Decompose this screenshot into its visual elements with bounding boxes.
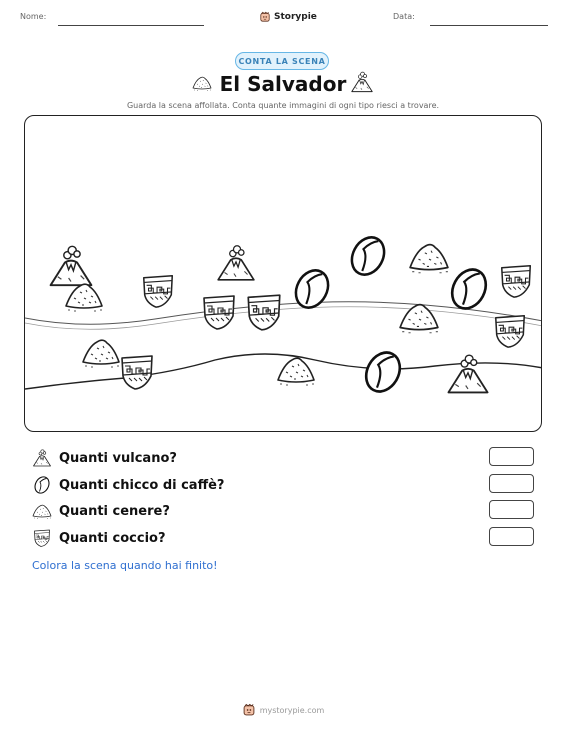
- question-text: Quanti coccio?: [59, 530, 166, 546]
- answer-box-ash[interactable]: [489, 500, 534, 519]
- pottery-shard[interactable]: [122, 356, 152, 389]
- date-label: Data:: [393, 12, 415, 21]
- brand-logo: [259, 11, 317, 23]
- question-shard: [32, 527, 166, 549]
- question-ash: [32, 500, 170, 522]
- volcano[interactable]: [448, 355, 487, 392]
- answer-box-volcano[interactable]: [489, 447, 534, 466]
- date-line: [430, 25, 548, 26]
- name-label: Nome:: [20, 12, 47, 21]
- coffee-bean[interactable]: [346, 232, 391, 281]
- volcano-icon: [350, 70, 374, 94]
- coffee-bean[interactable]: [360, 347, 407, 398]
- coloring-note: Colora la scena quando hai finito!: [32, 559, 218, 572]
- page-title: El Salvador: [219, 72, 347, 96]
- ash-pile[interactable]: [66, 284, 102, 311]
- question-text: Quanti vulcano?: [59, 450, 177, 466]
- storypie-logo-icon: [259, 11, 271, 23]
- answer-box-coffee-bean[interactable]: [489, 474, 534, 493]
- question-text: Quanti chicco di caffè?: [59, 477, 225, 493]
- question-coffee-bean: [32, 474, 224, 496]
- instructions: Guarda la scena affollata. Conta quante immagini di ogni tipo riesci a trovare.: [126, 101, 440, 110]
- coffee-bean[interactable]: [446, 264, 493, 315]
- coffee-bean-icon: [32, 475, 52, 495]
- pottery-shard[interactable]: [248, 295, 280, 330]
- pottery-shard[interactable]: [502, 266, 531, 297]
- ash-pile[interactable]: [410, 245, 448, 273]
- name-line: [58, 25, 204, 26]
- footer: [0, 703, 566, 717]
- pottery-shard[interactable]: [204, 296, 234, 329]
- answer-box-shard[interactable]: [489, 527, 534, 546]
- pottery-shard-icon: [32, 528, 52, 548]
- coffee-bean[interactable]: [290, 265, 335, 314]
- brand-name: Storypie: [274, 12, 317, 22]
- pottery-shard[interactable]: [496, 316, 525, 347]
- volcano[interactable]: [51, 246, 92, 285]
- footer-url[interactable]: mystorypie.com: [259, 705, 325, 715]
- ash-pile[interactable]: [83, 340, 119, 367]
- scene-badge: CONTA LA SCENA: [235, 52, 329, 70]
- ash-pile[interactable]: [278, 358, 314, 385]
- question-text: Quanti cenere?: [59, 503, 170, 519]
- ash-pile-icon: [32, 501, 52, 521]
- question-volcano: [32, 447, 177, 469]
- scene-drawing: [25, 116, 542, 432]
- storypie-logo-icon: [242, 703, 256, 717]
- volcano-icon: [32, 448, 52, 468]
- pottery-shard[interactable]: [144, 276, 173, 307]
- crowded-scene[interactable]: [24, 115, 542, 432]
- volcano[interactable]: [218, 246, 254, 280]
